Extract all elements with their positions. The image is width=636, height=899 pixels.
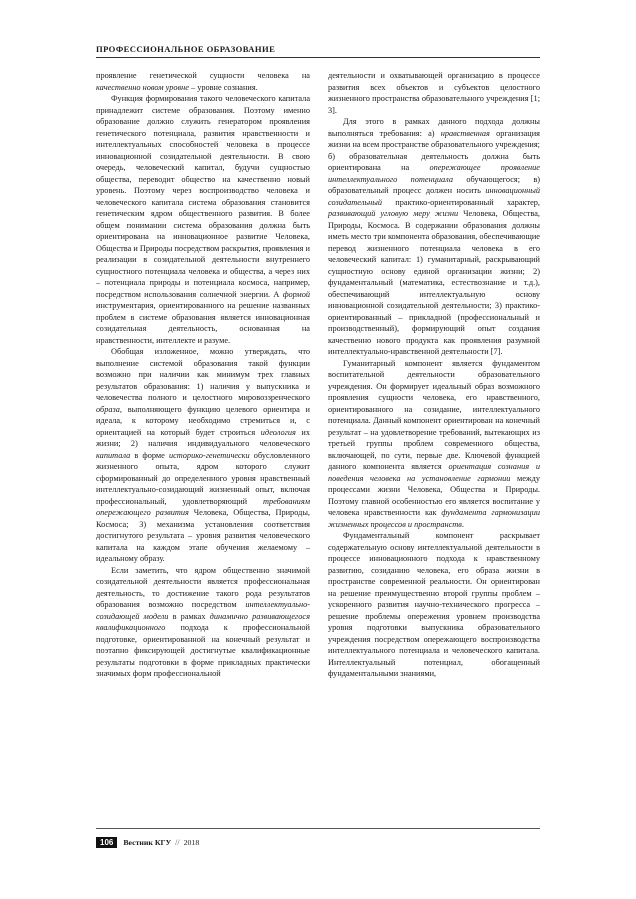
- right-paragraph-1: деятельности и охватывающей организацию в процессе развития всех объектов и субъектов целостного жизненного пространства образовательного учреждения [1; 3].: [328, 71, 540, 115]
- footer-rule: [96, 828, 540, 829]
- left-paragraph-3: Обобщая изложенное, можно утверждать, что выполнение системой образования такой функции возможно при наличии как минимум трех главных результатов образования: 1) наличия у выпускника и человечества полного и целостного мировоззренческого образа, выполняющего функцию целевого ориентира и идеала, к которому необходимо стремиться и, с ориентацией на который будет строиться идеология их жизни; 2) наличия индивидуального человеческого капитала в форме историко-генетически обусловленного жизненного опыта, ядром которого служит сформированный до определенного уровня нравственный интеллектуально-созидающий жизненный опыт, включая профессиональный, удовлетворяющий требованиям опережающего развития Человека, Общества, Природы, Космоса; 3) механизма установления соответствия достигнутого результата – уровня развития человеческого капитала на каждом этапе обучения желаемому – идеальному образу.: [96, 347, 311, 563]
- left-paragraph-1: проявление генетической сущности человека на качественно новом уровне – уровне сознания.: [96, 71, 310, 92]
- left-column: [96, 70, 310, 680]
- right-paragraph-3: Гуманитарный компонент является фундаментом воспитательной деятельности образовательного учреждения. Он формирует идеальный образ возможного проявления сущности человека, его нравственного, ориентированного на созидание, интеллектуального потенциала. Данный компонент ориентирован на конечный результат – на удовлетворение требований, вытекающих из третьей группы проблем современного общества, включающей, по сути, первые две. Ключевой функцией данного компонента является ориентация сознания и поведения человека на установление гармонии между процессами жизни Человека, Общества и Природы. Поэтому главной особенностью его является воспитание у человека нравственности как фундамента гармонизации жизненных процессов и пространств.: [328, 358, 540, 529]
- running-header: ПРОФЕССИОНАЛЬНОЕ ОБРАЗОВАНИЕ: [96, 44, 276, 54]
- header-rule: [96, 57, 540, 58]
- right-column: [328, 70, 540, 680]
- page-footer: [96, 835, 199, 849]
- right-paragraph-2: Для этого в рамках данного подхода должны выполняться требования: а) нравственная организация жизни на всем пространстве образовательного учреждения; б) образовательная деятельность должна быть ориентирована на опережающее проявление интеллектуального потенциала обучающегося; в) образовательный процесс должен носить инновационный созидательный практико-ориентированный характер, развивающий угловую меру жизни Человека, Общества, Природы, Космоса. В содержании образования должны иметь место три компонента образования, обеспечивающие перевод жизненного потенциала человека в его человеческий капитал: 1) гуманитарный, раскрывающий сущностную основу единой организации жизни; 2) фундаментальный (математика, естествознание и т.д.), обеспечивающий интеллектуальную основу инновационной созидательной деятельности; 3) практико-ориентированный – прикладной (профессиональный и производственный), формирующий опыт создания качественно нового продукта как проявления разумной интеллектуально-нравственной деятельности [7].: [328, 117, 541, 356]
- journal-name: Вестник КГУ: [123, 837, 172, 847]
- left-paragraph-4: Если заметить, что ядром общественно значимой созидательной деятельности является профессиональная деятельность, то достижение такого рода результатов образования возможно посредством интеллектуально-созидающей модели в рамках динамично развивающегося квалификационного подхода к профессиональной подготовке, ориентированной на конечный результат и поэтапно фиксирующей достигнутые квалификационные результаты подготовки в форме прикладных практически значимых форм профессиональной: [96, 565, 310, 678]
- page-number: 106: [96, 837, 117, 848]
- right-paragraph-4: Фундаментальный компонент раскрывает содержательную основу интеллектуальной деятельности в процессе инновационного подхода к нравственному развитию, созиданию человека, его образа жизни в пространстве современной реальности. Он ориентирован на решение преимущественно второй группы проблем – ускоренного развития научно-технического прогресса – решение проблемы опережения уровнем производства уровня подготовки выпускника образовательного учреждения посредством опережающего воспроизводства интеллектуального потенциала и человеческого капитала. Интеллектуальный потенциал, обогащенный фундаментальными знаниями,: [328, 531, 540, 678]
- footer-year: 2018: [183, 837, 200, 847]
- footer-separator: //: [175, 837, 180, 847]
- left-paragraph-2: Функция формирования такого человеческого капитала принадлежит системе образования. Поэтому именно образование должно служить генератором проявления генетического потенциала, развития нравственности и интеллектуальных способностей человека в процессе инновационной созидательной деятельности. В свою очередь, человеческий капитал, будучи сущностью общества, переводит общество на качественно новый уровень. Поэтому через воспроизводство человека и человеческого капитала система образования становится генетическим ядром общественного развития. В более общем понимании система образования должна быть ориентирована на инновационное развитие Человека, Общества и Природы посредством раскрытия, проявления и реализации в созидательной деятельности внутреннего сущностного потенциала человека и общества, а через них – потенциала природы и потенциала космоса, например, посредством использования солнечной энергии. А формой инструментария, ориентированного на решение названных проблем в системе образования является инновационная созидательная деятельность, основанная на нравственности, интеллекте и разуме.: [96, 94, 310, 345]
